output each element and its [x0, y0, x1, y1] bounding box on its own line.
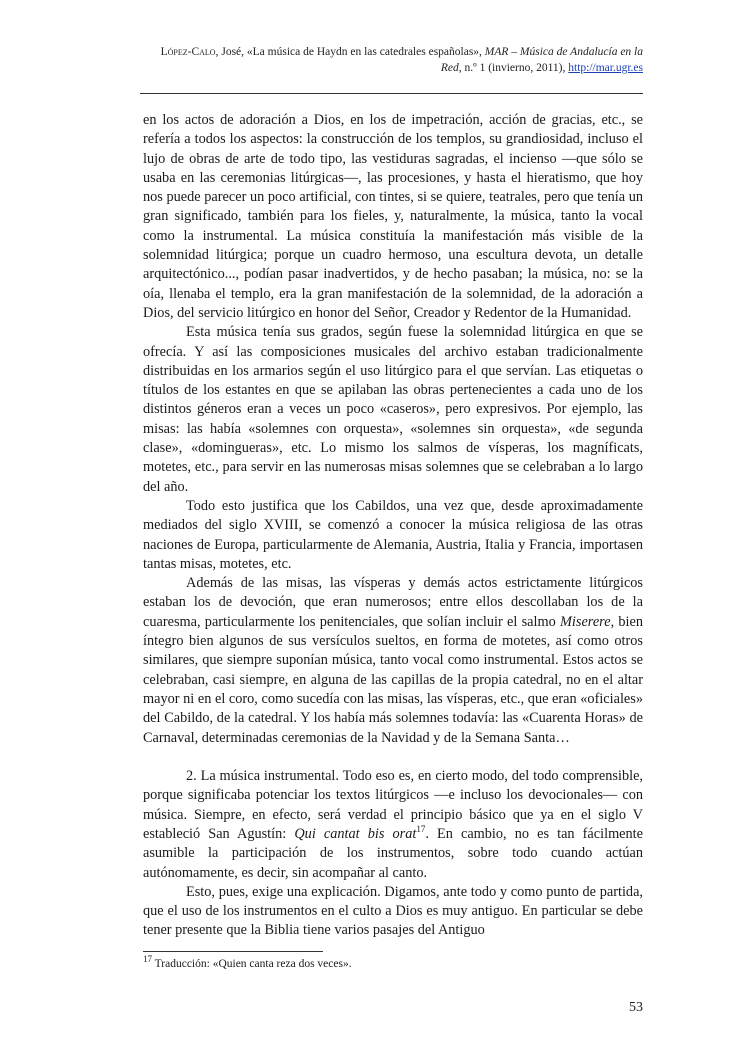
paragraph-1: en los actos de adoración a Dios, en los de impetración, acción de gracias, etc., se refería a todos los aspectos: la construcción de los templos, su grandiosidad, incluso el lujo de obras de arte de todo tipo, las vestiduras sagradas, el incienso —que sólo se usaba en las ceremonias litúrgicas—, las procesiones, y hasta el hieratismo, que hoy nos puede parecer un poco artificial, con tintes, si se quiere, teatrales, pero que tenía un gran significado, también para los fieles, y, naturalmente, la música, tanto la vocal como la instrumental. La música constituía la manifestación más visible de la solemnidad litúrgica; porque un cuadro hermoso, una escultura devota, un detalle arquitectónico..., podían pasar inadvertidos, y de hecho pasaban; la música, no: se la oía, llenaba el templo, era la gran manifestación de la solemnidad, de la adoración a Dios, del servicio litúrgico en honor del Señor, Creador y Redentor de la Humanidad. [143, 112, 643, 321]
paragraph-4: Además de las misas, las vísperas y demás actos estrictamente litúrgicos estaban los de devoción, que eran numerosos; entre ellos descollaban los de la cuaresma, particularmente los penitenciales, que solían incluir el salmo Miserere, bien íntegro bien algunos de sus versículos sueltos, en forma de motetes, así como otros similares, que siempre suponían música, tanto vocal como instrumental. Estos actos se celebraban, casi siempre, en alguna de las capillas de la propia catedral, no en el altar mayor ni en el coro, como sucedía con las misas, las vísperas, etc., que eran «oficiales» del Cabildo, de la catedral. Y los había más solemnes todavía: las «Cuarenta Horas» de Carnaval, determinadas ceremonias de la Navidad y de la Semana Santa… [143, 575, 644, 746]
page-number: 53 [629, 1000, 643, 1015]
footnote-ref[interactable]: 17 [416, 824, 426, 835]
body-text [143, 111, 643, 941]
header-journal: MAR – Música de Andalucía en la Red [440, 46, 643, 74]
latin-quote: Qui cantat bis orat [294, 825, 417, 842]
paragraph-5: 2. La música instrumental. Todo eso es, en cierto modo, del todo comprensible, porque significaba potenciar los textos litúrgicos —e incluso los devocionales— con música. Siempre, en efecto, será verdad el principio básico que ya en el siglo V estableció San Agustín: Qui cantat bis orat$^{17}$. En cambio, no es tan fácilmente asumible la participación de los instrumentos, sobre todo cuando actúan autónomamente, es decir, sin acompañar al canto. [143, 768, 643, 881]
footnote-text: Traducción: «Quien canta reza dos veces». [152, 958, 352, 970]
paragraph-2: Esta música tenía sus grados, según fuese la solemnidad litúrgica en que se ofrecía. Y así las composiciones musicales del archivo estaban tradicionalmente distribuidas en los armarios según el uso litúrgico para el que servían. Las etiquetas o títulos de los estantes en que se apilaban las obras pertenecientes a cada uno de los distintos géneros eran a veces un poco «caseros», pero expresivos. Por ejemplo, las misas: las había «solemnes con orquesta», «solemnes sin orquesta», «de segunda clase», «domingueras», etc. Lo mismo los salmos de vísperas, los magníficats, motetes, etc., para servir en las numerosas misas solemnes que se celebraban a lo largo del año. [143, 324, 643, 495]
header-rule [140, 93, 643, 94]
header-url-link[interactable]: http://mar.ugr.es [568, 62, 643, 74]
running-header [140, 44, 643, 76]
paragraph-6: Esto, pues, exige una explicación. Digamos, ante todo y como punto de partida, que el uso de los instrumentos en el culto a Dios es muy antiguo. En particular se debe tener presente que la Biblia tiene varios pasajes del Antiguo [143, 883, 643, 939]
header-author: López-Calo, José, «La música de Haydn en las catedrales españolas», [160, 46, 485, 58]
miserere-italic: Miserere [560, 613, 611, 630]
header-issue: , n.º 1 (invierno, 2011), [458, 62, 569, 74]
footnote-rule [143, 951, 323, 952]
footnote-number: 17 [143, 954, 152, 965]
paragraph-3: Todo esto justifica que los Cabildos, una vez que, desde aproximadamente mediados del siglo XVIII, se comenzó a conocer la música religiosa de las otras naciones de Europa, particularmente de Alemania, Austria, Italia y Francia, importasen tantas misas, motetes, etc. [143, 497, 643, 572]
footnote [143, 954, 643, 972]
